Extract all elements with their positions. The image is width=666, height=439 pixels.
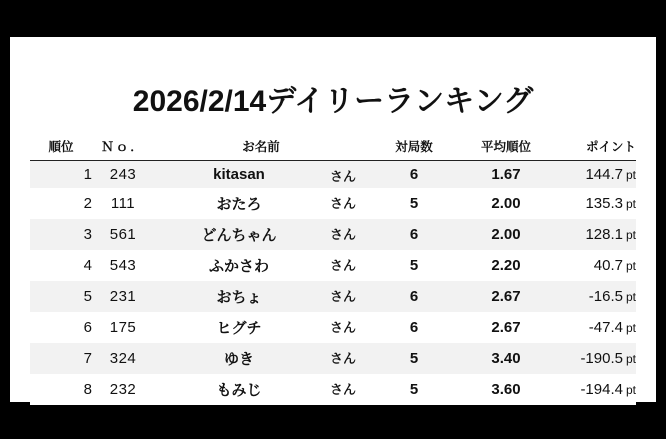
cell-games: 6	[409, 226, 419, 243]
cell-points	[552, 250, 636, 281]
cell-average: 1.67	[491, 166, 521, 183]
cell-rank: 8	[83, 381, 92, 398]
cell-rank: 3	[83, 226, 92, 243]
cell-average: 2.20	[491, 257, 521, 274]
column-header-games: 対局数	[368, 135, 460, 161]
ranking-table	[30, 135, 636, 405]
cell-average: 3.60	[491, 381, 521, 398]
cell-games: 5	[409, 195, 419, 212]
column-header-rank: 順位	[30, 135, 92, 161]
cell-games: 6	[409, 288, 419, 305]
cell-average: 2.00	[491, 226, 521, 243]
player-name-wrapper	[166, 317, 356, 338]
table-body	[30, 161, 636, 406]
cell-points	[552, 312, 636, 343]
player-name: ゆき	[223, 351, 254, 368]
table-row	[30, 219, 636, 250]
cell-games: 6	[409, 166, 419, 183]
cell-no: 543	[109, 257, 137, 274]
cell-games: 6	[409, 319, 419, 336]
cell-rank: 1	[83, 166, 92, 183]
player-name-suffix: さん	[329, 382, 356, 397]
points-value: -16.5	[588, 288, 623, 305]
cell-rank: 5	[83, 288, 92, 305]
player-name-wrapper	[166, 255, 356, 276]
cell-rank: 4	[83, 257, 92, 274]
points-value: 128.1	[585, 226, 623, 243]
table-row	[30, 188, 636, 219]
cell-no: 232	[109, 381, 137, 398]
points-unit: pt	[625, 168, 636, 182]
cell-name	[154, 343, 368, 374]
player-name-wrapper	[166, 379, 356, 400]
cell-no: 231	[109, 288, 137, 305]
column-header-points: ポイント	[552, 135, 636, 161]
page-title: 2026/2/14デイリーランキング	[132, 85, 534, 118]
cell-points	[552, 374, 636, 405]
player-name-wrapper	[166, 348, 356, 369]
table-row	[30, 250, 636, 281]
player-name-wrapper	[166, 286, 356, 307]
cell-rank: 6	[83, 319, 92, 336]
player-name-suffix: さん	[329, 196, 356, 211]
cell-name	[154, 374, 368, 405]
table-header-row	[30, 135, 636, 161]
player-name-wrapper	[166, 224, 356, 245]
points-unit: pt	[625, 197, 636, 211]
cell-rank: 2	[83, 195, 92, 212]
cell-name	[154, 281, 368, 312]
table-row	[30, 312, 636, 343]
cell-points	[552, 343, 636, 374]
cell-name	[154, 188, 368, 219]
points-unit: pt	[625, 321, 636, 335]
player-name-wrapper	[166, 166, 356, 183]
cell-no: 243	[109, 166, 137, 183]
cell-average: 2.67	[491, 288, 521, 305]
cell-games: 5	[409, 381, 419, 398]
player-name: kitasan	[213, 166, 265, 183]
table-header	[30, 135, 636, 161]
points-unit: pt	[625, 290, 636, 304]
cell-games: 5	[409, 350, 419, 367]
cell-points	[552, 188, 636, 219]
cell-points	[552, 161, 636, 189]
cell-no: 111	[110, 195, 136, 212]
points-unit: pt	[625, 383, 636, 397]
player-name: ヒグチ	[216, 320, 262, 337]
cell-name	[154, 161, 368, 189]
points-value: -47.4	[588, 319, 623, 336]
points-value: 135.3	[585, 195, 623, 212]
points-value: 144.7	[585, 166, 623, 183]
table-row	[30, 374, 636, 405]
cell-points	[552, 281, 636, 312]
cell-name	[154, 250, 368, 281]
points-unit: pt	[625, 259, 636, 273]
table-row	[30, 161, 636, 189]
player-name: ふかさわ	[208, 258, 269, 275]
player-name: もみじ	[216, 382, 262, 399]
points-value: -194.4	[580, 381, 623, 398]
points-value: -190.5	[580, 350, 623, 367]
player-name: どんちゃん	[201, 227, 277, 244]
cell-games: 5	[409, 257, 419, 274]
table-row	[30, 281, 636, 312]
points-unit: pt	[625, 228, 636, 242]
player-name-suffix: さん	[329, 289, 356, 304]
player-name-suffix: さん	[329, 320, 356, 335]
points-unit: pt	[625, 352, 636, 366]
points-value: 40.7	[593, 257, 623, 274]
column-header-name: お名前	[154, 135, 368, 161]
cell-name	[154, 312, 368, 343]
cell-no: 561	[109, 226, 137, 243]
cell-no: 324	[109, 350, 137, 367]
cell-rank: 7	[83, 350, 92, 367]
column-header-average: 平均順位	[460, 135, 552, 161]
cell-points	[552, 219, 636, 250]
ranking-sheet	[10, 37, 656, 402]
player-name-suffix: さん	[329, 227, 356, 242]
column-header-no: Ｎｏ．	[92, 135, 154, 161]
player-name: おたろ	[216, 196, 262, 213]
player-name-suffix: さん	[329, 258, 356, 273]
player-name-wrapper	[166, 193, 356, 214]
cell-average: 3.40	[491, 350, 521, 367]
cell-average: 2.00	[491, 195, 521, 212]
cell-name	[154, 219, 368, 250]
player-name-suffix: さん	[329, 351, 356, 366]
table-row	[30, 343, 636, 374]
cell-average: 2.67	[491, 319, 521, 336]
cell-no: 175	[109, 319, 137, 336]
player-name-suffix: さん	[329, 169, 356, 184]
player-name: おちょ	[216, 289, 262, 306]
